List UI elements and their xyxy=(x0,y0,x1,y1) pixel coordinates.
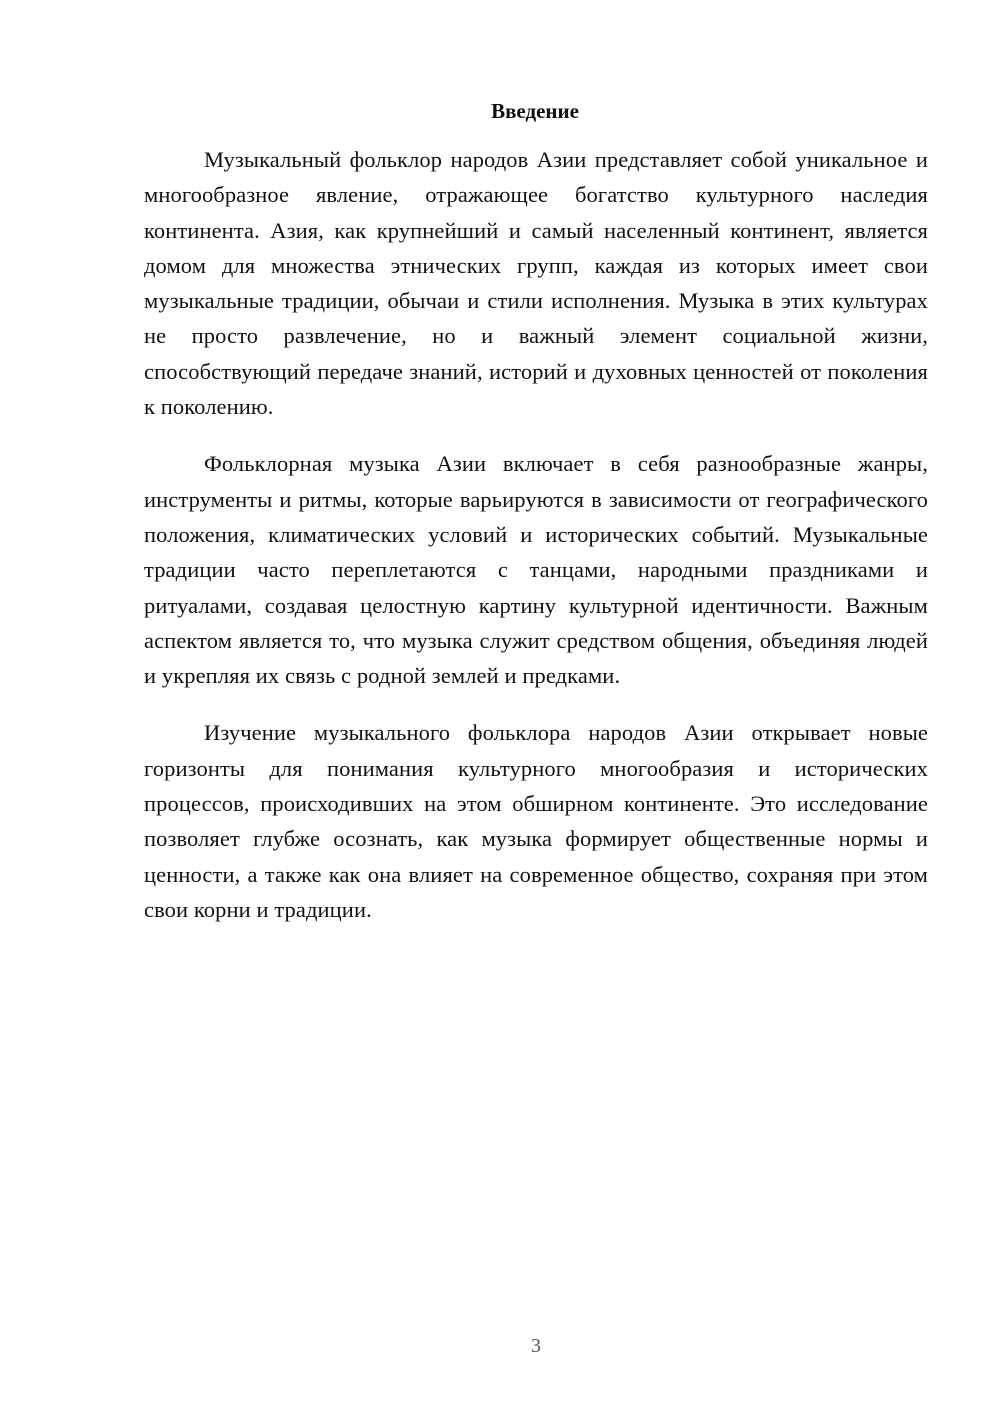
body-text xyxy=(144,142,928,949)
paragraph-2: Фольклорная музыка Азии включает в себя разнообразные жанры, инструменты и ритмы, которые варьируются в зависимости от географического положения, климатических условий и исторических событий. Музыкальные традиции часто переплетаются с танцами, народными праздниками и ритуалами, создавая целостную картину культурной идентичности. Важным аспектом является то, что музыка служит средством общения, объединяя людей и укрепляя их связь с родной землей и предками. xyxy=(144,451,928,689)
page-number: 3 xyxy=(531,1335,541,1357)
section-heading: Введение xyxy=(491,99,579,123)
paragraph-3: Изучение музыкального фольклора народов Азии открывает новые горизонты для понимания культурного многообразия и исторических процессов, происходивших на этом обширном континенте. Это исследование позволяет глубже осознать, как музыка формирует общественные нормы и ценности, а также как она влияет на современное общество, сохраняя при этом свои корни и традиции. xyxy=(144,720,928,922)
paragraph-1: Музыкальный фольклор народов Азии представляет собой уникальное и многообразное явление, отражающее богатство культурного наследия континента. Азия, как крупнейший и самый населенный континент, является домом для множества этнических групп, каждая из которых имеет свои музыкальные традиции, обычаи и стили исполнения. Музыка в этих культурах не просто развлечение, но и важный элемент социальной жизни, способствующий передаче знаний, историй и духовных ценностей от поколения к поколению. xyxy=(144,147,928,420)
